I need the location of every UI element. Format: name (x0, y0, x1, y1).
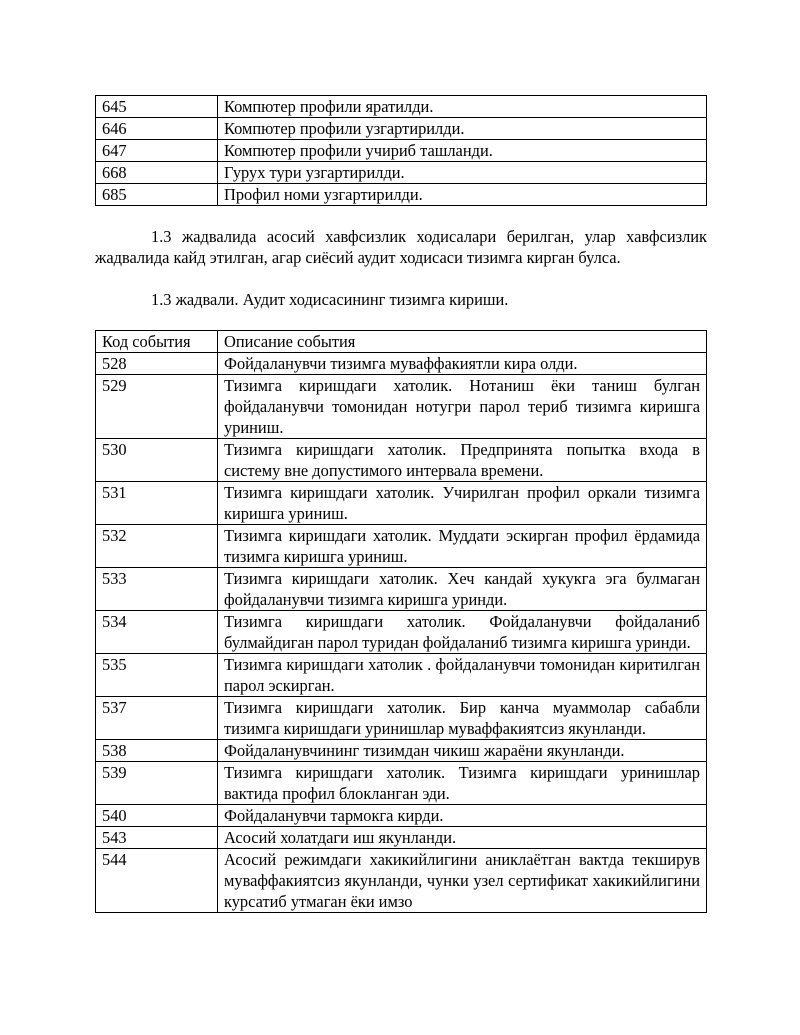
header-code-cell: Код события (96, 331, 218, 353)
table-row (96, 162, 707, 184)
event-code-cell: 544 (96, 849, 218, 913)
event-code-cell: 529 (96, 375, 218, 439)
event-description-cell: Фойдаланувчи тармокга кирди. (218, 805, 707, 827)
event-description-cell: Компютер профили узгартирилди. (218, 118, 707, 140)
event-code-cell: 543 (96, 827, 218, 849)
event-code-cell: 645 (96, 96, 218, 118)
event-code-cell: 533 (96, 568, 218, 611)
table-row (96, 762, 707, 805)
intro-paragraph: 1.3 жадвалида асосий хавфсизлик ходисалари берилган, улар хавфсизлик жадвалида кайд этилган, агар сиёсий аудит ходисаси тизимга кирган булса. (95, 227, 707, 267)
event-code-cell: 531 (96, 482, 218, 525)
audit-event-table-body (96, 331, 707, 913)
event-description-cell: Тизимга киришдаги хатолик. Бир канча муаммолар сабабли тизимга киришдаги уринишлар муваффакиятсиз якунланди. (218, 697, 707, 740)
event-code-cell: 538 (96, 740, 218, 762)
event-code-cell: 530 (96, 439, 218, 482)
event-description-cell: Тизимга киришдаги хатолик. Тизимга киришдаги уринишлар вактида профил блокланган эди. (218, 762, 707, 805)
event-description-cell: Тизимга киришдаги хатолик. Хеч кандай хукукга эга булмаган фойдаланувчи тизимга киришга уринди. (218, 568, 707, 611)
event-description-cell: Профил номи узгартирилди. (218, 184, 707, 206)
event-code-cell: 668 (96, 162, 218, 184)
event-code-cell: 528 (96, 353, 218, 375)
table-row (96, 118, 707, 140)
table-row (96, 184, 707, 206)
table-row (96, 140, 707, 162)
event-description-cell: Тизимга киришдаги хатолик. Муддати эскирган профил ёрдамида тизимга киришга уриниш. (218, 525, 707, 568)
event-code-cell: 532 (96, 525, 218, 568)
event-description-cell: Тизимга киришдаги хатолик. Фойдаланувчи фойдаланиб булмайдиган парол туридан фойдаланиб тизимга киришга уринди. (218, 611, 707, 654)
event-description-cell: Тизимга киришдаги хатолик. Нотаниш ёки таниш булган фойдаланувчи томонидан нотугри парол териб тизимга киришга уриниш. (218, 375, 707, 439)
table-caption: 1.3 жадвали. Аудит ходисасининг тизимга кириши. (151, 290, 509, 309)
event-code-cell: 646 (96, 118, 218, 140)
table-row (96, 849, 707, 913)
audit-event-table (95, 330, 707, 913)
event-code-cell: 647 (96, 140, 218, 162)
table-row (96, 654, 707, 697)
event-table-continued (95, 95, 707, 206)
event-code-cell: 537 (96, 697, 218, 740)
table-row (96, 353, 707, 375)
table-row (96, 740, 707, 762)
event-code-cell: 539 (96, 762, 218, 805)
event-description-cell: Асосий холатдаги иш якунланди. (218, 827, 707, 849)
table-header-row (96, 331, 707, 353)
event-code-cell: 534 (96, 611, 218, 654)
event-code-cell: 540 (96, 805, 218, 827)
table-row (96, 697, 707, 740)
event-description-cell: Асосий режимдаги хакикийлигини аниклаётган вактда текширув муваффакиятсиз якунланди, чунки узел сертификат хакикийлигини курсатиб утмаган ёки имзо (218, 849, 707, 913)
event-table-continued-body (96, 96, 707, 206)
event-description-cell: Компютер профили учириб ташланди. (218, 140, 707, 162)
header-description-cell: Описание события (218, 331, 707, 353)
event-description-cell: Гурух тури узгартирилди. (218, 162, 707, 184)
table-row (96, 482, 707, 525)
table-row (96, 805, 707, 827)
table-row (96, 525, 707, 568)
table-row (96, 375, 707, 439)
table-row (96, 827, 707, 849)
table-row (96, 568, 707, 611)
event-description-cell: Компютер профили яратилди. (218, 96, 707, 118)
event-code-cell: 685 (96, 184, 218, 206)
event-code-cell: 535 (96, 654, 218, 697)
event-description-cell: Фойдаланувчи тизимга муваффакиятли кира олди. (218, 353, 707, 375)
event-description-cell: Тизимга киришдаги хатолик. Учирилган профил оркали тизимга киришга уриниш. (218, 482, 707, 525)
table-row (96, 96, 707, 118)
event-description-cell: Тизимга киришдаги хатолик. Предпринята попытка входа в систему вне допустимого интервала времени. (218, 439, 707, 482)
event-description-cell: Тизимга киришдаги хатолик . фойдаланувчи томонидан киритилган парол эскирган. (218, 654, 707, 697)
table-row (96, 611, 707, 654)
event-description-cell: Фойдаланувчининг тизимдан чикиш жараёни якунланди. (218, 740, 707, 762)
table-row (96, 439, 707, 482)
